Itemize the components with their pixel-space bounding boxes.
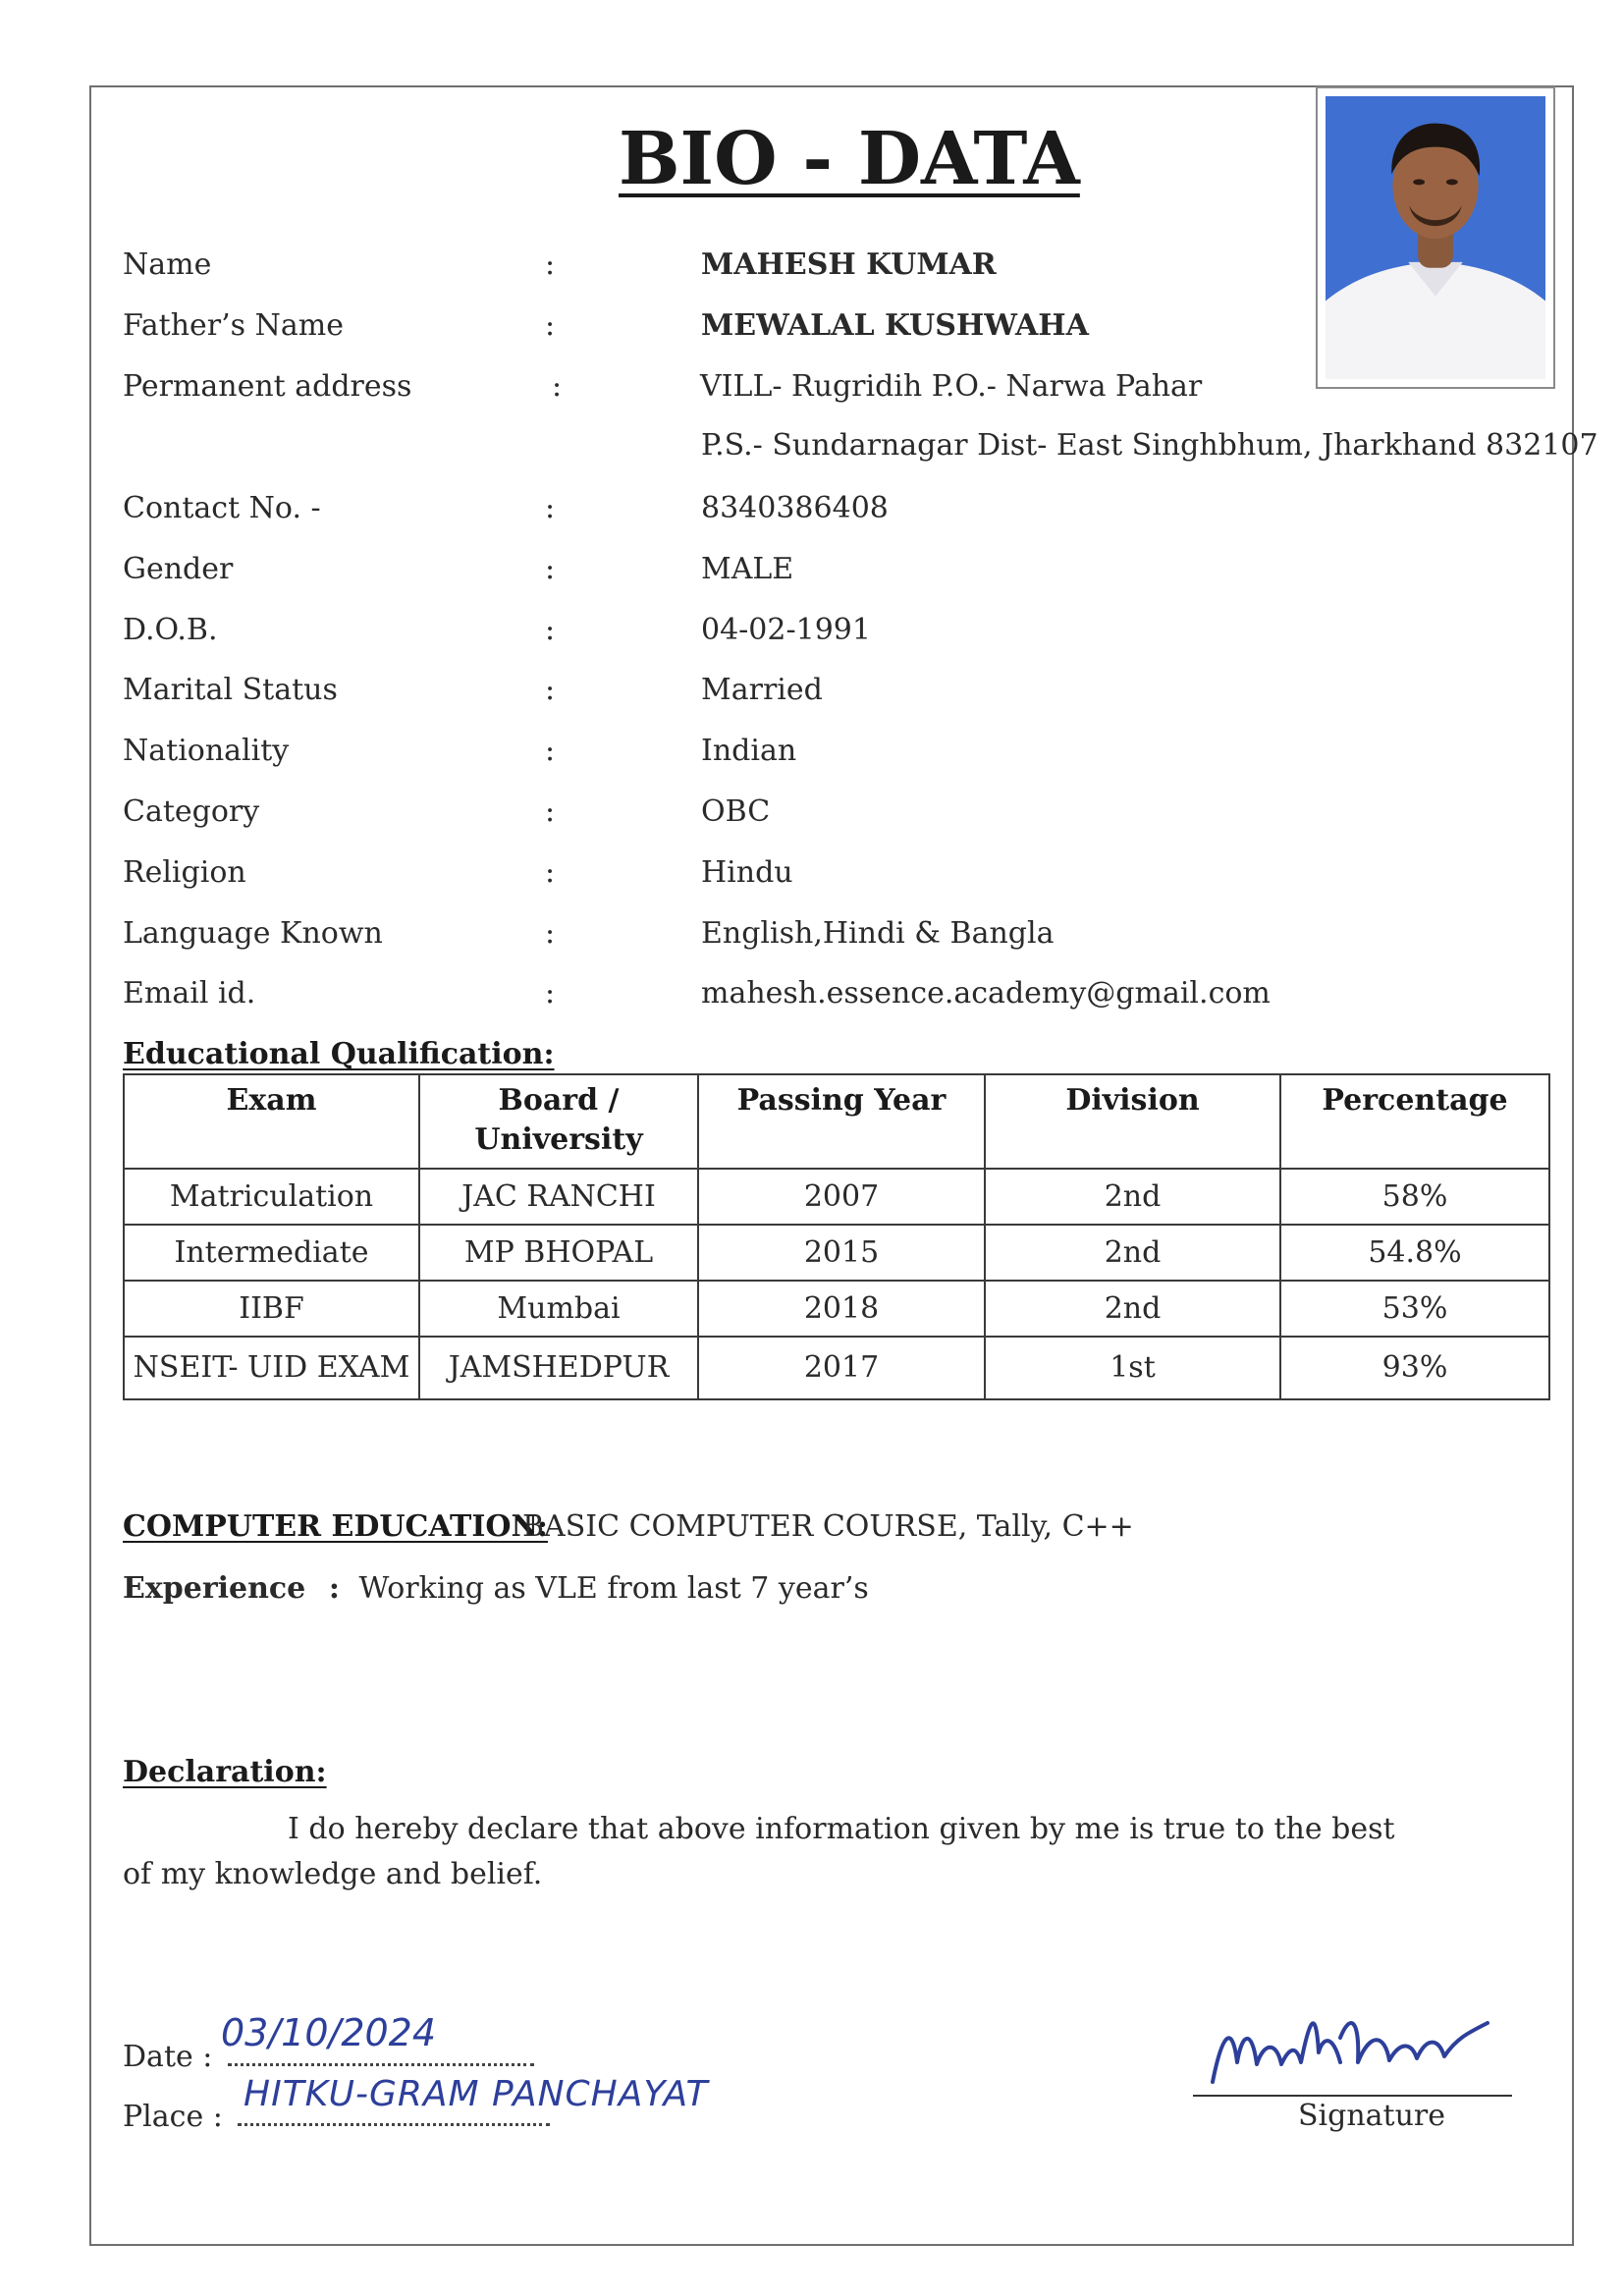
dob-label: D.O.B. <box>123 613 218 647</box>
header-board <box>419 1074 698 1169</box>
computer-value: BASIC COMPUTER COURSE, Tally, C++ <box>522 1509 1134 1544</box>
name-row <box>123 244 1556 287</box>
signature-image <box>1203 1994 1497 2092</box>
father-value: MEWALAL KUSHWAHA <box>701 308 1089 343</box>
percentage-cell: 58% <box>1280 1169 1549 1225</box>
percentage-cell: 53% <box>1280 1281 1549 1337</box>
email-value: mahesh.essence.academy@gmail.com <box>701 976 1271 1011</box>
division-cell: 2nd <box>985 1169 1280 1225</box>
education-heading: Educational Qualification: <box>123 1037 555 1071</box>
gender-label: Gender <box>123 552 234 586</box>
board-cell: JAMSHEDPUR <box>419 1337 698 1399</box>
header-board-line2: University <box>474 1122 643 1157</box>
language-row <box>123 912 1556 956</box>
header-exam: Exam <box>124 1074 419 1169</box>
religion-row <box>123 851 1556 895</box>
table-row <box>124 1281 1549 1337</box>
colon: : <box>545 247 556 282</box>
board-cell: MP BHOPAL <box>419 1225 698 1281</box>
gender-value: MALE <box>701 552 794 586</box>
nationality-label: Nationality <box>123 734 290 768</box>
dob-row <box>123 609 1556 652</box>
contact-value: 8340386408 <box>701 491 889 525</box>
contact-row <box>123 487 1556 530</box>
colon: : <box>545 491 556 525</box>
board-cell: Mumbai <box>419 1281 698 1337</box>
category-value: OBC <box>701 794 771 829</box>
header-year: Passing Year <box>698 1074 985 1169</box>
header-board-line1: Board / <box>498 1083 620 1118</box>
board-cell: JAC RANCHI <box>419 1169 698 1225</box>
category-row <box>123 791 1556 834</box>
year-cell: 2007 <box>698 1169 985 1225</box>
year-cell: 2017 <box>698 1337 985 1399</box>
email-row <box>123 972 1556 1015</box>
experience-row <box>123 1567 869 1611</box>
language-label: Language Known <box>123 916 383 951</box>
exam-cell: Matriculation <box>124 1169 419 1225</box>
place-label: Place : <box>123 2100 223 2134</box>
dob-value: 04-02-1991 <box>701 613 871 647</box>
table-row <box>124 1337 1549 1399</box>
nationality-row <box>123 730 1556 773</box>
colon: : <box>545 673 556 707</box>
category-label: Category <box>123 794 260 829</box>
division-cell: 2nd <box>985 1281 1280 1337</box>
language-value: English,Hindi & Bangla <box>701 916 1055 951</box>
religion-value: Hindu <box>701 855 793 890</box>
father-row <box>123 304 1556 348</box>
table-row <box>124 1225 1549 1281</box>
header-percentage: Percentage <box>1280 1074 1549 1169</box>
handwritten-signature <box>1203 1994 1497 2092</box>
percentage-cell: 93% <box>1280 1337 1549 1399</box>
email-label: Email id. <box>123 976 256 1011</box>
date-value: 03/10/2024 <box>221 2011 437 2054</box>
colon: : <box>545 976 556 1011</box>
division-cell: 1st <box>985 1337 1280 1399</box>
colon: : <box>545 552 556 586</box>
percentage-cell: 54.8% <box>1280 1225 1549 1281</box>
table-row <box>124 1169 1549 1225</box>
signature-label: Signature <box>1298 2099 1446 2133</box>
colon: : <box>545 734 556 768</box>
year-cell: 2015 <box>698 1225 985 1281</box>
marital-value: Married <box>701 673 823 707</box>
exam-cell: IIBF <box>124 1281 419 1337</box>
header-division: Division <box>985 1074 1280 1169</box>
address-line1: VILL- Rugridih P.O.- Narwa Pahar <box>700 369 1203 404</box>
colon: : <box>545 613 556 647</box>
marital-label: Marital Status <box>123 673 338 707</box>
colon: : <box>545 855 556 890</box>
colon: : <box>545 308 556 343</box>
name-value: MAHESH KUMAR <box>701 247 997 282</box>
declaration-text: I do hereby declare that above information given by me is true to the best of my knowledge and belief. <box>123 1812 1395 1891</box>
gender-row <box>123 548 1556 591</box>
address-row <box>123 365 1556 409</box>
experience-value: Working as VLE from last 7 year’s <box>358 1571 869 1606</box>
address-label: Permanent address <box>123 369 412 404</box>
exam-cell: NSEIT- UID EXAM <box>124 1337 419 1399</box>
nationality-value: Indian <box>701 734 797 768</box>
colon: : <box>552 369 563 404</box>
marital-row <box>123 669 1556 712</box>
year-cell: 2018 <box>698 1281 985 1337</box>
father-label: Father’s Name <box>123 308 344 343</box>
page-title: BIO - DATA <box>619 117 1080 201</box>
education-table <box>123 1073 1550 1400</box>
computer-heading: COMPUTER EDUCATION: <box>123 1509 548 1544</box>
experience-label: Experience <box>123 1571 306 1606</box>
experience-colon: : <box>328 1571 340 1606</box>
division-cell: 2nd <box>985 1225 1280 1281</box>
colon: : <box>545 916 556 951</box>
colon: : <box>545 794 556 829</box>
table-header-row <box>124 1074 1549 1169</box>
name-label: Name <box>123 247 212 282</box>
declaration-heading: Declaration: <box>123 1755 327 1789</box>
date-label: Date : <box>123 2040 213 2074</box>
exam-cell: Intermediate <box>124 1225 419 1281</box>
place-value: HITKU-GRAM PANCHAYAT <box>244 2074 709 2114</box>
address-line2: P.S.- Sundarnagar Dist- East Singhbhum, Jharkhand 832107 <box>701 428 1598 463</box>
religion-label: Religion <box>123 855 246 890</box>
contact-label: Contact No. - <box>123 491 321 525</box>
